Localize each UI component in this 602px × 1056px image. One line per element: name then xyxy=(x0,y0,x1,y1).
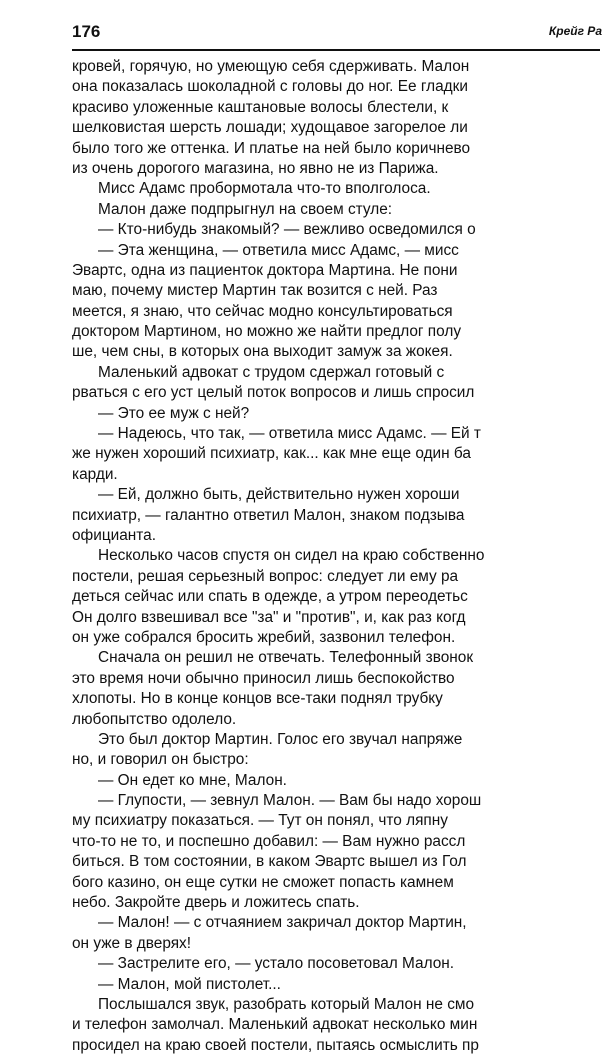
text-line: из очень дорогого магазина, но явно не из Парижа. xyxy=(72,159,439,177)
text-line: — Малон! — с отчаянием закричал доктор Мартин, xyxy=(98,914,467,932)
text-line: она показалась шоколадной с головы до ног. Ее гладки xyxy=(72,78,468,96)
text-line: — Малон, мой пистолет... xyxy=(98,975,281,993)
text-line: Эвартс, одна из пациенток доктора Мартина. Не пони xyxy=(72,261,458,279)
text-line: Сначала он решил не отвечать. Телефонный звонок xyxy=(98,649,474,667)
text-line: — Это ее муж с ней? xyxy=(98,404,250,422)
text-line: Он долго взвешивал все "за" и "против", и, как раз когд xyxy=(72,608,466,626)
header-rule xyxy=(72,49,600,51)
text-line: небо. Закройте дверь и ложитесь спать. xyxy=(72,894,360,912)
text-line: Малон даже подпрыгнул на своем стуле: xyxy=(98,200,393,218)
text-line: карди. xyxy=(72,465,118,483)
text-line: постели, решая серьезный вопрос: следует ли ему ра xyxy=(72,567,459,585)
text-line: Это был доктор Мартин. Голос его звучал напряже xyxy=(98,730,463,748)
page-header xyxy=(72,22,600,50)
text-line: психиатр, — галантно ответил Малон, знаком подзыва xyxy=(72,506,465,524)
text-line: просидел на краю своей постели, пытаясь осмыслить пр xyxy=(72,1036,479,1054)
text-line: — Кто-нибудь знакомый? — вежливо осведомился о xyxy=(98,221,476,239)
text-line: что-то не то, и поспешно добавил: — Вам нужно рассл xyxy=(72,832,466,850)
text-line: он уже в дверях! xyxy=(72,934,192,952)
text-line: — Эта женщина, — ответила мисс Адамс, — мисс xyxy=(98,241,459,259)
text-line: рваться с его уст целый поток вопросов и лишь спросил xyxy=(72,384,475,402)
text-line: официанта. xyxy=(72,526,157,544)
text-line: было того же оттенка. И платье на ней было коричнево xyxy=(72,139,471,157)
text-line: же нужен хороший психиатр, как... как мне еще один ба xyxy=(72,445,471,463)
text-line: — Глупости, — зевнул Малон. — Вам бы надо хорош xyxy=(98,792,482,810)
text-line: любопытство одолело. xyxy=(72,710,237,728)
text-line: кровей, горячую, но умеющую себя сдерживать. Малон xyxy=(72,58,470,75)
text-line: он уже собрался бросить жребий, зазвонил телефон. xyxy=(72,628,456,646)
text-line: доктором Мартином, но можно же найти предлог полу xyxy=(72,323,462,341)
text-line: шелковистая шерсть лошади; худощавое загорелое ли xyxy=(72,119,468,137)
page-number: 176 xyxy=(72,22,101,41)
text-line: Послышался звук, разобрать который Малон не смо xyxy=(98,995,475,1013)
text-line: хлопоты. Но в конце концов все-таки поднял трубку xyxy=(72,690,443,708)
text-line: биться. В том состоянии, в каком Эвартс вышел из Гол xyxy=(72,853,467,871)
text-line: Маленький адвокат с трудом сдержал готовый с xyxy=(98,363,445,381)
text-line: меется, я знаю, что сейчас модно консультироваться xyxy=(72,302,453,320)
running-head: Крейг Ра xyxy=(548,24,602,38)
text-line: но, и говорил он быстро: xyxy=(72,751,249,769)
text-line: бого казино, он еще сутки не сможет попасть камнем xyxy=(72,873,454,891)
text-line: — Застрелите его, — устало посоветовал Малон. xyxy=(98,955,455,973)
text-line: Несколько часов спустя он сидел на краю собственно xyxy=(98,547,485,565)
text-line: му психиатру показаться. — Тут он понял, что ляпну xyxy=(72,812,448,830)
text-line: — Он едет ко мне, Малон. xyxy=(98,771,287,789)
text-line: — Надеюсь, что так, — ответила мисс Адамс. — Ей т xyxy=(98,425,481,443)
text-line: красиво уложенные каштановые волосы блестели, к xyxy=(72,98,449,116)
text-line: и телефон замолчал. Маленький адвокат несколько мин xyxy=(72,1016,478,1034)
text-line: Мисс Адамс пробормотала что-то вполголоса. xyxy=(98,180,431,198)
text-line: маю, почему мистер Мартин так возится с ней. Раз xyxy=(72,282,438,300)
text-line: деться сейчас или спать в одежде, а утром переодетьс xyxy=(72,588,468,606)
text-line: ше, чем сны, в которых она выходит замуж за жокея. xyxy=(72,343,453,361)
text-line: — Ей, должно быть, действительно нужен хороши xyxy=(98,486,460,504)
text-line: это время ночи обычно приносил лишь беспокойство xyxy=(72,669,455,687)
body-text xyxy=(72,57,600,1056)
